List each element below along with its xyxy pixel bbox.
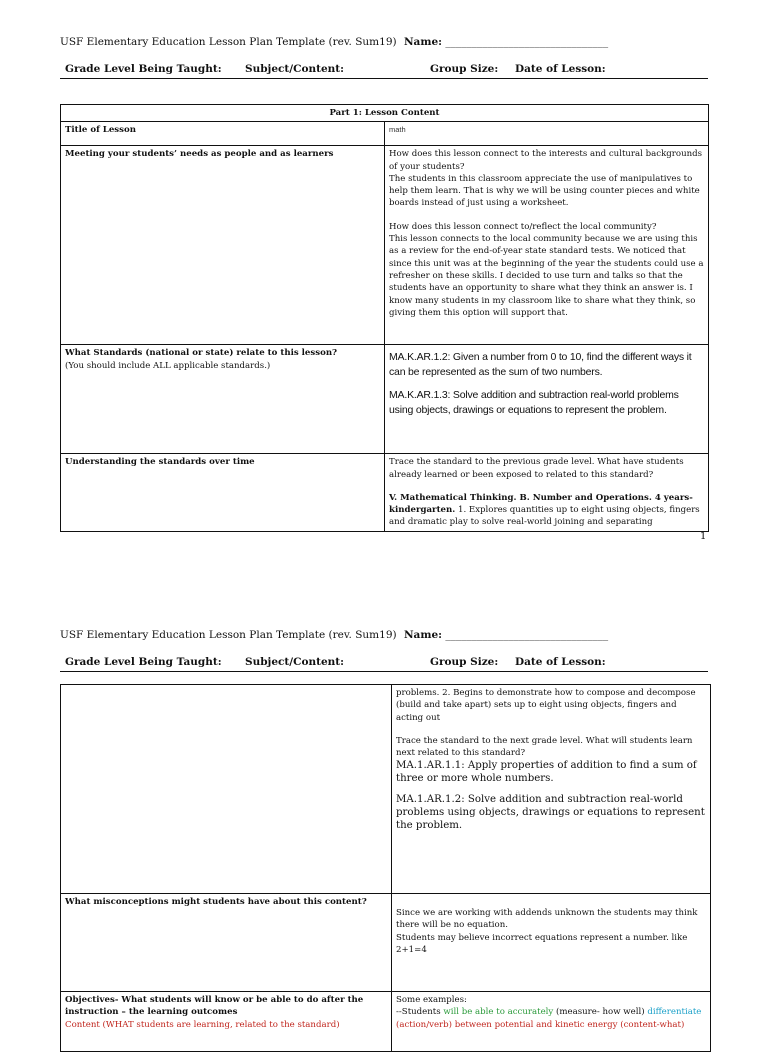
misconceptions-label: What misconceptions might students have about this content? [61, 894, 392, 992]
over-time-bold: V. Mathematical Thinking. B. Number and Operations. 4 years-kindergarten. [389, 492, 693, 516]
obj-will: will be able to accurately [443, 1007, 554, 1018]
misconceptions-answer [392, 894, 711, 992]
info-row [60, 63, 708, 79]
misconception-1: Since we are working with addends unknown the students may think there will be no equation. [396, 908, 698, 931]
needs-answer-2: This lesson connects to the local community because we are using this as a review for the end-of-year state standard tests. We noticed that since this unit was at the beginning of the year the students could use a refresher on these skills. I decided to use turn and talks so that the students have an opportunity to share what they think an answer is. I know many students in my classroom like to share what they think, so giving them this option will support that. [389, 234, 704, 318]
info-row [60, 656, 708, 672]
objectives-examples: Some examples: [396, 995, 467, 1005]
page-2 [0, 620, 768, 1030]
needs-answer [385, 146, 709, 345]
over-time-label: Understanding the standards over time [61, 454, 385, 531]
over-time-continued [392, 685, 711, 894]
over-time-answer [385, 454, 709, 531]
part-title: Part 1: Lesson Content [61, 105, 709, 122]
standards-answer [385, 345, 709, 454]
name-label: Name: [403, 36, 443, 48]
subject-label: Subject/Content: [245, 656, 345, 668]
title-value: math [389, 125, 406, 135]
over-time-rest: 1. Explores quantities up to eight using objects, fingers and dramatic play to solve real-world joining and separating [389, 505, 700, 528]
next-grade-question: Trace the standard to the next grade level. What will students learn next related to this standard? [396, 735, 693, 759]
over-time-continued-text: problems. 2. Begins to demonstrate how to compose and decompose (build and take apart) sets up to eight using objects, fingers and acting out [396, 688, 696, 723]
objectives-cell [61, 992, 392, 1052]
page-number: 1 [700, 531, 707, 542]
standards-label: What Standards (national or state) relate to this lesson? [65, 348, 338, 359]
standards-cell [61, 345, 385, 454]
obj-measure: (measure- how well) [553, 1007, 648, 1018]
page-header [60, 629, 608, 641]
needs-label: Meeting your students’ needs as people and as learners [61, 146, 385, 345]
template-title: USF Elementary Education Lesson Plan Template (rev. Sum19) [60, 36, 397, 48]
grade-label: Grade Level Being Taught: [65, 656, 222, 668]
obj-line-start: --Students [396, 1007, 444, 1018]
misconception-2: Students may believe incorrect equations represent a number. like 2+1=4 [396, 932, 688, 955]
over-time-text [389, 492, 704, 529]
page-header [60, 36, 608, 48]
date-label: Date of Lesson: [515, 656, 606, 668]
objectives-answer [392, 992, 711, 1052]
standards-sub: (You should include ALL applicable standards.) [65, 360, 271, 371]
group-label: Group Size: [430, 63, 499, 75]
needs-question-1: How does this lesson connect to the interests and cultural backgrounds of your students? [389, 149, 703, 172]
objectives-example-line [396, 1006, 706, 1031]
name-blank: _______________________________ [445, 36, 609, 48]
next-standard-1: MA.1.AR.1.1: Apply properties of addition to find a sum of three or more whole numbers. [396, 760, 697, 785]
obj-diff: differentiate [647, 1007, 702, 1018]
needs-answer-1: The students in this classroom appreciate the use of manipulatives to help them learn. That is why we will be using counter pieces and white boards instead of just using a worksheet. [389, 173, 700, 209]
standard-2: MA.K.AR.1.3: Solve addition and subtraction real-world problems using objects, drawings or equations to represent the problem. [389, 389, 679, 417]
objectives-label: Objectives- What students will know or be able to do after the instruction – the learning outcomes [65, 995, 364, 1018]
name-blank: _______________________________ [445, 629, 609, 641]
standard-1: MA.K.AR.1.2: Given a number from 0 to 10, find the different ways it can be represented as the sum of two numbers. [389, 351, 692, 379]
objectives-sub: Content (WHAT students are learning, related to the standard) [65, 1019, 340, 1030]
lesson-content-table-continued [60, 684, 711, 1052]
next-standard-2: MA.1.AR.1.2: Solve addition and subtraction real-world problems using objects, drawings or equations to represent the problem. [396, 794, 705, 832]
title-label: Title of Lesson [61, 122, 385, 146]
group-label: Group Size: [430, 656, 499, 668]
date-label: Date of Lesson: [515, 63, 606, 75]
subject-label: Subject/Content: [245, 63, 345, 75]
over-time-question: Trace the standard to the previous grade level. What have students already learned or been exposed to related to this standard? [389, 457, 684, 480]
template-title: USF Elementary Education Lesson Plan Template (rev. Sum19) [60, 629, 397, 641]
over-time-label-empty [61, 685, 392, 894]
name-label: Name: [403, 629, 443, 641]
grade-label: Grade Level Being Taught: [65, 63, 222, 75]
lesson-content-table [60, 104, 709, 532]
needs-question-2: How does this lesson connect to/reflect the local community? [389, 221, 657, 232]
obj-rest: (action/verb) between potential and kinetic energy (content-what) [396, 1019, 685, 1030]
